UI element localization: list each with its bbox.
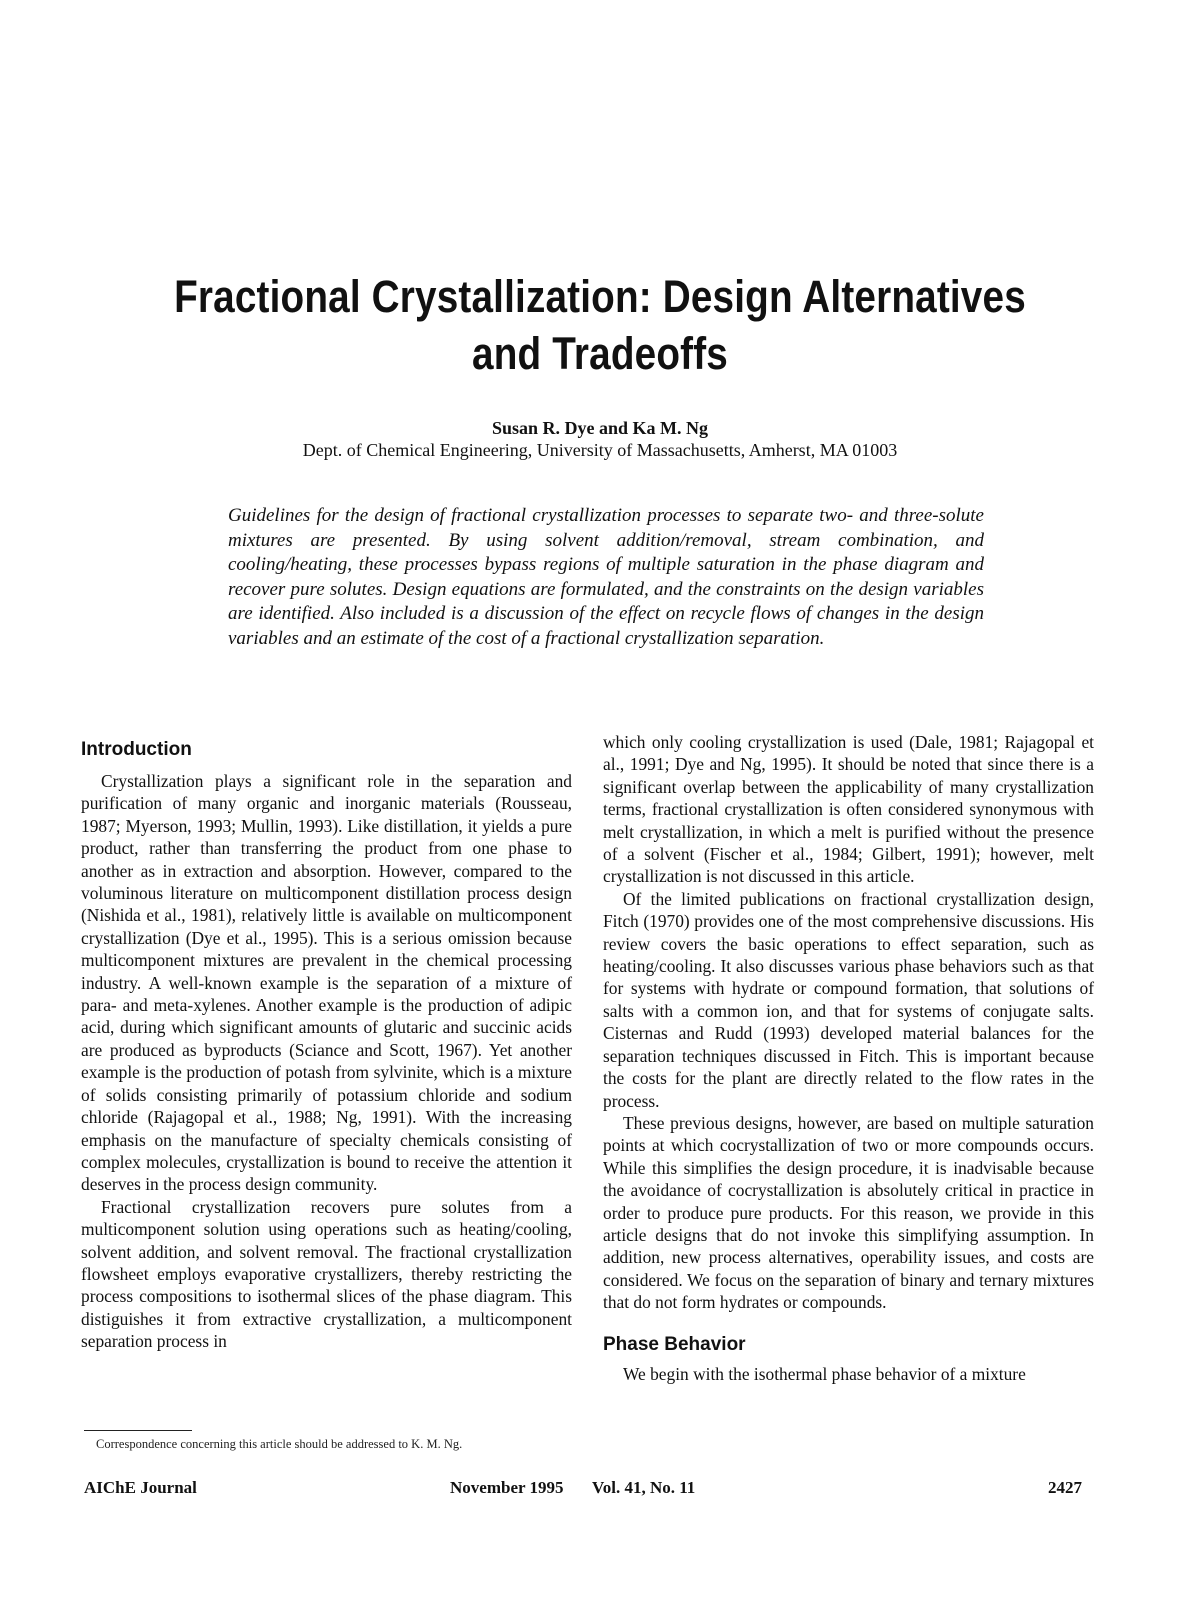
intro-paragraph-1: Crystallization plays a significant role in the separation and purification of many organic and inorganic materials (Rousseau, 1987; Myerson, 1993; Mullin, 1993). Like distillation, it yields a pure product, rather than transferring the product from one phase to another as in extraction and absorption. However, compared to the voluminous literature on multicomponent distillation process design (Nishida et al., 1981), relatively little is available on multicomponent crystallization (Dye et al., 1995). This is a serious omission because multicomponent mixtures are prevalent in the chemical processing industry. A well-known example is the separation of a mixture of para- and meta-xylenes. Another example is the production of adipic acid, during which significant amounts of glutaric and succinic acids are produced as byproducts (Sciance and Scott, 1967). Yet another example is the production of potash from sylvinite, which is a mixture of solids consisting primarily of potassium chloride and sodium chloride (Rajagopal et al., 1988; Ng, 1991). With the increasing emphasis on the manufacture of specialty chemicals consisting of complex molecules, crystallization is bound to receive the attention it deserves in the process design community. [81, 771, 572, 1195]
intro-paragraph-2: Fractional crystallization recovers pure solutes from a multicomponent solution using operations such as heating/cooling, solvent addition, and solvent removal. The fractional crystallization flowsheet employs evaporative crystallizers, thereby restricting the process compositions to isothermal slices of the phase diagram. This distiguishes it from extractive crystallization, a multicomponent separation process in [81, 1196, 572, 1352]
author-affiliation: Dept. of Chemical Engineering, University of Massachusetts, Amherst, MA 01003 [302, 440, 898, 460]
footer-journal: AIChE Journal [84, 1478, 197, 1497]
footer-volume: Vol. 41, No. 11 [592, 1478, 696, 1497]
correspondence-footnote: Correspondence concerning this article should be addressed to K. M. Ng. [96, 1437, 463, 1451]
abstract: Guidelines for the design of fractional crystallization processes to separate two- and three-solute mixtures are presented. By using solvent addition/removal, stream combination, and cooling/heating, these processes bypass regions of multiple saturation in the phase diagram and recover pure solutes. Design equations are formulated, and the constraints on the design variables are identified. Also included is a discussion of the effect on recycle flows of changes in the design variables and an estimate of the cost of a fractional crystallization separation. [228, 505, 984, 649]
phase-behavior-paragraph-1: We begin with the isothermal phase behavior of a mixture [623, 1363, 1026, 1384]
left-column [81, 738, 572, 1353]
intro-paragraph-2-continued: which only cooling crystallization is used (Dale, 1981; Rajagopal et al., 1991; Dye and Ng, 1995). It should be noted that since there is a significant overlap between the applicability of many crystallization terms, fractional crystallization is often considered synonymous with melt crystallization, in which a melt is purified without the presence of a solvent (Fischer et al., 1984; Gilbert, 1991); however, melt crystallization is not discussed in this article. [603, 732, 1094, 887]
article-title: Fractional Crystallization: Design Alternatives and Tradeoffs [174, 271, 1026, 379]
author-names: Susan R. Dye and Ka M. Ng [491, 418, 709, 438]
phase-behavior-heading: Phase Behavior [603, 1333, 746, 1355]
introduction-heading: Introduction [81, 739, 192, 760]
intro-paragraph-4: These previous designs, however, are based on multiple saturation points at which cocrystallization of two or more compounds occurs. While this simplifies the design procedure, it is inadvisable because the avoidance of cocrystallization is absolutely critical in practice in order to produce pure products. For this reason, we provide in this article designs that do not invoke this simplifying assumption. In addition, new process alternatives, operability issues, and costs are considered. We focus on the separation of binary and ternary mixtures that do not form hydrates or compounds. [603, 1112, 1094, 1313]
intro-paragraph-3: Of the limited publications on fractional crystallization design, Fitch (1970) provides one of the most comprehensive discussions. His review covers the basic operations to effect separation, such as heating/cooling. It also discusses various phase behaviors such as that for systems with hydrate or compound formation, that solutions of salts with a common ion, and that for systems of conjugate salts. Cisternas and Rudd (1993) developed material balances for the separation techniques discussed in Fitch. This is important because the costs for the plant are directly related to the flow rates in the process. [603, 888, 1094, 1111]
right-column [603, 731, 1094, 1385]
footnote-rule [84, 1430, 192, 1431]
footer-date: November 1995 [450, 1478, 564, 1497]
footer-page-number: 2427 [1048, 1478, 1082, 1497]
